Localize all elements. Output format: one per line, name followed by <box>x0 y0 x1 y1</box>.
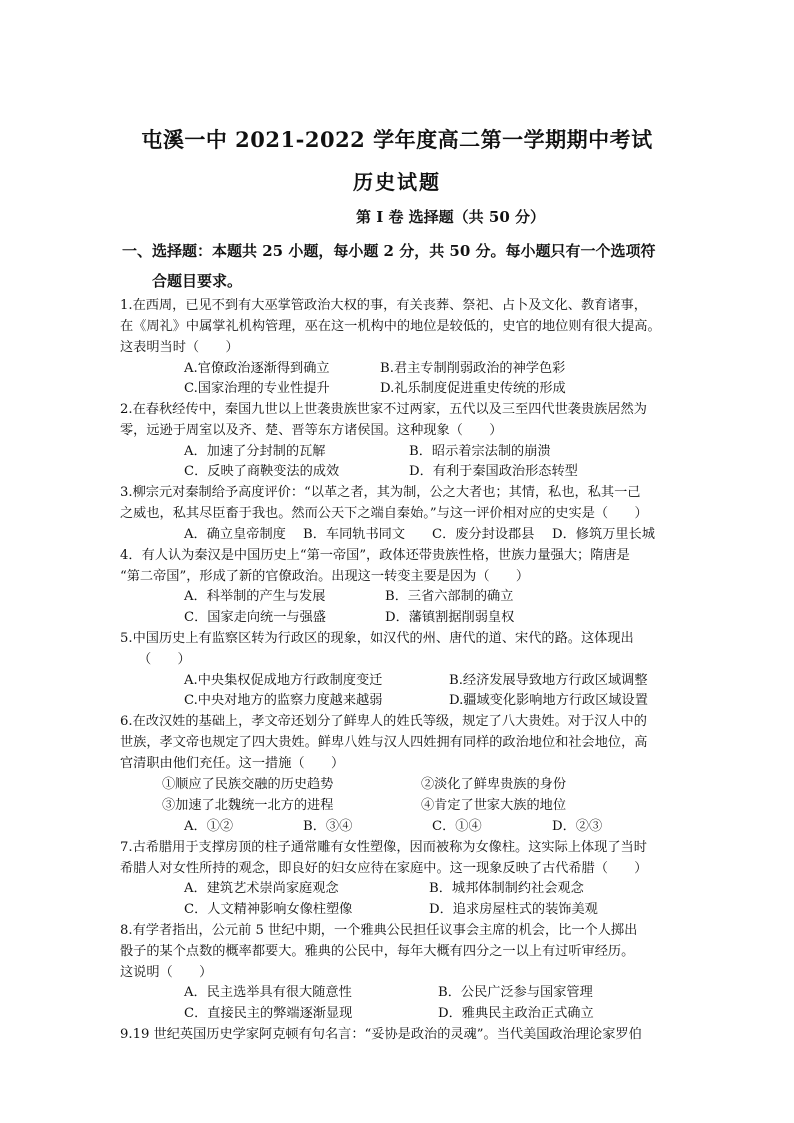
option-d: D．修筑万里长城 <box>552 527 655 542</box>
option-d: D.疆域变化影响地方行政区域设置 <box>449 693 648 708</box>
option-a: A.官僚政治逐渐得到确立 <box>184 361 330 376</box>
option-b: B.经济发展导致地方行政区域调整 <box>449 673 648 688</box>
statement-4: ④肯定了世家大族的地位 <box>421 798 567 813</box>
question-8-line: 这说明（ ） <box>120 965 213 980</box>
option-b: B.君主专制削弱政治的神学色彩 <box>380 361 566 376</box>
option-c: C．直接民主的弊端逐渐显现 <box>184 1006 353 1021</box>
question-7-line: 7.古希腊用于支撑房顶的柱子通常雕有女性塑像，因而被称为女像柱。这实际上体现了当时 <box>120 840 647 855</box>
question-3-line: 3.柳宗元对秦制给予高度评价：“以革之者，其为制，公之大者也；其情，私也，私其一己 <box>120 485 641 500</box>
option-b: B．公民广泛参与国家管理 <box>438 985 593 1000</box>
question-1-line: 在《周礼》中属掌礼机构管理，巫在这一机构中的地位是较低的，史官的地位则有很大提高。 <box>120 319 661 334</box>
question-4-line: “第二帝国”，形成了新的官僚政治。出现这一转变主要是因为（ ） <box>120 569 530 584</box>
option-c: C．废分封设郡县 <box>432 527 535 542</box>
part-heading: 第 I 卷 选择题（共 50 分） <box>356 208 546 226</box>
option-b: B．车同轨书同文 <box>303 527 406 542</box>
option-b: B．③④ <box>303 819 353 834</box>
option-b: B．三省六部制的确立 <box>385 589 514 604</box>
question-6-line: 6.在改汉姓的基础上，孝文帝还划分了鲜卑人的姓氏等级，规定了八大贵姓。对于汉人中的 <box>120 714 647 729</box>
question-4-line: 4．有人认为秦汉是中国历史上“第一帝国”，政体还带贵族性格，世族力量强大；隋唐是 <box>120 548 630 563</box>
question-7-line: 希腊人对女性所持的观念，即良好的妇女应待在家庭中。这一现象反映了古代希腊（ ） <box>120 861 648 876</box>
option-c: C．国家走向统一与强盛 <box>184 610 326 625</box>
question-1-line: 1.在西周，已见不到有大巫掌管政治大权的事，有关丧葬、祭祀、占卜及文化、教育诸事， <box>120 298 647 313</box>
option-d: D．雅典民主政治正式确立 <box>438 1006 594 1021</box>
question-6-line: 世族，孝文帝也规定了四大贵姓。鲜卑八姓与汉人四姓拥有同样的政治地位和社会地位，高 <box>120 735 648 750</box>
option-a: A．确立皇帝制度 <box>184 527 286 542</box>
option-a: A．加速了分封制的瓦解 <box>184 444 326 459</box>
statement-3: ③加速了北魏统一北方的进程 <box>162 798 334 813</box>
question-2-line: 零，远逊于周室以及齐、楚、晋等东方诸侯国。这种现象（ ） <box>120 423 503 438</box>
section-heading-cont: 合题目要求。 <box>152 272 243 290</box>
option-c: C．人文精神影响女像柱塑像 <box>184 902 353 917</box>
option-d: D．藩镇割据削弱皇权 <box>385 610 515 625</box>
question-5-line: 5.中国历史上有监察区转为行政区的现象，如汉代的州、唐代的道、宋代的路。这体现出 <box>120 631 634 646</box>
section-heading: 一、选择题：本题共 25 小题，每小题 2 分，共 50 分。每小题只有一个选项符 <box>122 242 656 260</box>
option-a: A．民主选举具有很大随意性 <box>184 985 352 1000</box>
option-c: C.国家治理的专业性提升 <box>184 381 330 396</box>
statement-2: ②淡化了鲜卑贵族的身份 <box>421 777 567 792</box>
question-6-line: 官清职由他们充任。这一措施（ ） <box>120 756 345 771</box>
option-a: A．科举制的产生与发展 <box>184 589 326 604</box>
option-d: D．有利于秦国政治形态转型 <box>409 464 578 479</box>
question-9-line: 9.19 世纪英国历史学家阿克顿有句名言：“妥协是政治的灵魂”。当代美国政治理论家罗伯 <box>120 1027 642 1042</box>
question-2-line: 2.在春秋经传中，秦国九世以上世袭贵族世家不过两家，五代以及三至四代世袭贵族居然为 <box>120 402 647 417</box>
option-a: A．①② <box>184 819 234 834</box>
option-d: D.礼乐制度促进重史传统的形成 <box>380 381 566 396</box>
option-b: B．城邦体制制约社会观念 <box>429 881 584 896</box>
question-1-line: 这表明当时（ ） <box>120 340 239 355</box>
question-8-line: 8.有学者指出，公元前 5 世纪中期，一个雅典公民担任议事会主席的机会，比一个人掷出 <box>120 923 638 938</box>
question-5-line: （ ） <box>138 652 191 667</box>
option-c: C.中央对地方的监察力度越来越弱 <box>184 693 383 708</box>
option-d: D．追求房屋柱式的装饰美观 <box>429 902 598 917</box>
option-a: A.中央集权促成地方行政制度变迁 <box>184 673 383 688</box>
exam-title: 屯溪一中 2021-2022 学年度高二第一学期期中考试 <box>141 127 653 152</box>
question-8-line: 骰子的某个点数的概率都要大。雅典的公民中，每年大概有四分之一以上有过听审经历。 <box>120 944 635 959</box>
option-d: D．②③ <box>552 819 603 834</box>
option-a: A．建筑艺术崇尚家庭观念 <box>184 881 339 896</box>
statement-1: ①顺应了民族交融的历史趋势 <box>162 777 334 792</box>
option-c: C．①④ <box>432 819 482 834</box>
option-c: C．反映了商鞅变法的成效 <box>184 464 340 479</box>
question-3-line: 之威也，私其尽臣畜于我也。然而公天下之端自秦始。”与这一评价相对应的史实是（ ） <box>120 506 648 521</box>
option-b: B．昭示着宗法制的崩溃 <box>409 444 551 459</box>
exam-subject: 历史试题 <box>353 170 441 194</box>
